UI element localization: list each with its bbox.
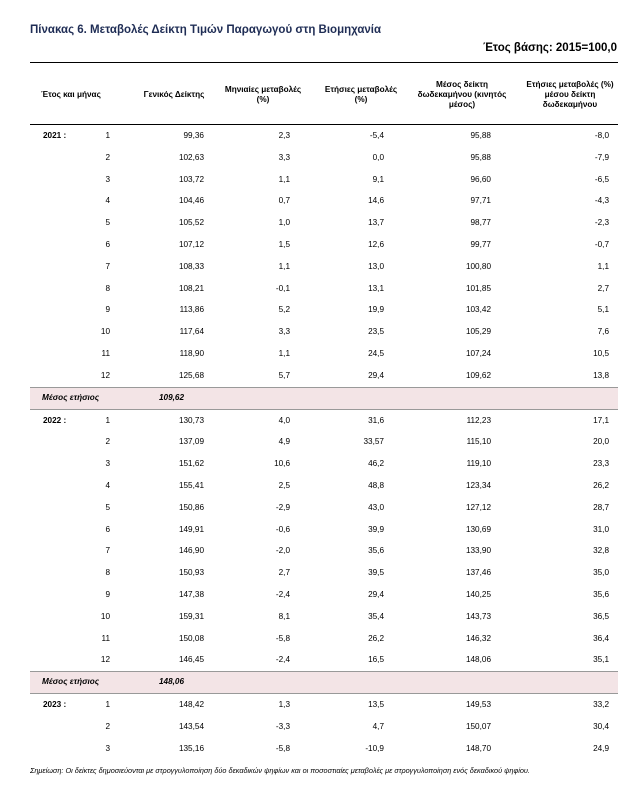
general-index-cell: 150,86 (178, 502, 204, 512)
moving-average-change-cell: 20,0 (593, 437, 609, 447)
annual-change-cell: 13,5 (368, 700, 384, 710)
moving-average-cell: 100,80 (465, 261, 491, 271)
general-index-cell: 117,64 (179, 327, 204, 337)
table-row (30, 321, 618, 343)
month-cell: 11 (101, 348, 110, 358)
month-cell: 2 (105, 437, 110, 447)
moving-average-cell: 119,10 (466, 459, 491, 469)
moving-average-cell: 101,85 (465, 283, 491, 293)
annual-change-cell: 13,1 (368, 283, 384, 293)
general-index-cell: 143,54 (178, 721, 204, 731)
month-cell: 4 (105, 196, 110, 206)
moving-average-cell: 127,12 (465, 502, 491, 512)
month-cell: 2 (105, 721, 110, 731)
moving-average-change-cell: 36,5 (593, 611, 609, 621)
monthly-change-cell: -2,0 (275, 546, 290, 556)
moving-average-cell: 115,10 (466, 437, 491, 447)
monthly-change-cell: 4,9 (278, 437, 290, 447)
annual-change-cell: 43,0 (368, 502, 384, 512)
moving-average-change-cell: 5,1 (597, 305, 609, 315)
general-index-cell: 99,36 (183, 131, 204, 140)
month-cell: 8 (105, 283, 110, 293)
moving-average-change-cell: 32,8 (593, 546, 609, 556)
month-cell: 6 (105, 524, 110, 534)
moving-average-cell: 109,62 (465, 370, 491, 380)
header-general-index: Γενικός Δείκτης (143, 89, 205, 99)
moving-average-change-cell: 28,7 (593, 502, 609, 512)
monthly-change-cell: -2,4 (275, 655, 290, 665)
annual-change-cell: 39,9 (368, 524, 384, 534)
month-cell: 10 (100, 327, 110, 337)
table-row (30, 497, 618, 519)
general-index-cell: 103,72 (178, 174, 204, 184)
annual-average-label: Μέσος ετήσιος (42, 677, 100, 687)
month-cell: 1 (105, 131, 110, 140)
moving-average-change-cell: 35,0 (593, 568, 609, 578)
monthly-change-cell: 3,3 (278, 152, 290, 162)
moving-average-cell: 105,29 (465, 327, 491, 337)
month-cell: 1 (105, 700, 110, 710)
annual-change-cell: 13,7 (368, 218, 384, 228)
moving-average-change-cell: 33,2 (593, 700, 609, 710)
monthly-change-cell: 0,7 (278, 196, 290, 206)
annual-average-value: 109,62 (159, 392, 185, 402)
moving-average-cell: 146,32 (465, 633, 491, 643)
header-monthly-change: Μηνιαίες μεταβολές (%) (224, 84, 302, 104)
month-cell: 11 (101, 633, 110, 643)
monthly-change-cell: 2,3 (278, 131, 290, 140)
moving-average-change-cell: 10,5 (593, 348, 609, 358)
month-cell: 3 (105, 743, 110, 753)
general-index-cell: 151,62 (178, 459, 204, 469)
general-index-cell: 150,93 (178, 568, 204, 578)
table-row (30, 147, 618, 169)
general-index-cell: 147,38 (178, 589, 204, 599)
annual-change-cell: 39,5 (368, 568, 384, 578)
moving-average-cell: 148,06 (465, 655, 491, 665)
monthly-change-cell: -5,8 (275, 743, 290, 753)
month-cell: 9 (105, 589, 110, 599)
annual-average-label: Μέσος ετήσιος (42, 392, 100, 402)
moving-average-cell: 137,46 (465, 568, 491, 578)
month-cell: 3 (105, 459, 110, 469)
moving-average-change-cell: 17,1 (593, 415, 609, 425)
annual-change-cell: 29,4 (368, 589, 384, 599)
annual-average-row (30, 387, 618, 410)
header-year-month: Έτος και μήνας (41, 89, 101, 99)
moving-average-change-cell: 1,1 (597, 261, 609, 271)
monthly-change-cell: 1,0 (278, 218, 290, 228)
monthly-change-cell: -2,4 (275, 589, 290, 599)
general-index-cell: 149,91 (178, 524, 204, 534)
general-index-cell: 146,45 (178, 655, 204, 665)
general-index-cell: 105,52 (178, 218, 204, 228)
annual-change-cell: -10,9 (365, 743, 384, 753)
moving-average-cell: 95,88 (470, 131, 491, 140)
annual-average-value: 148,06 (159, 677, 185, 687)
year-label: 2023 : (43, 700, 67, 710)
moving-average-cell: 96,60 (470, 174, 491, 184)
moving-average-cell: 140,25 (465, 589, 491, 599)
annual-change-cell: 4,7 (372, 721, 384, 731)
general-index-cell: 146,90 (178, 546, 204, 556)
month-cell: 12 (100, 655, 110, 665)
table-row (30, 190, 618, 212)
moving-average-cell: 133,90 (465, 546, 491, 556)
monthly-change-cell: 1,1 (278, 348, 290, 358)
moving-average-cell: 148,70 (465, 743, 491, 753)
table-row (30, 519, 618, 541)
monthly-change-cell: 10,6 (274, 459, 290, 469)
moving-average-change-cell: -8,0 (594, 131, 609, 140)
month-cell: 2 (105, 152, 110, 162)
moving-average-change-cell: 13,8 (593, 370, 609, 380)
base-year: Έτος βάσης: 2015=100,0 (483, 42, 617, 54)
annual-change-cell: 0,0 (372, 152, 384, 162)
annual-change-cell: 19,9 (368, 305, 384, 315)
table-body (30, 125, 618, 760)
monthly-change-cell: 8,1 (278, 611, 290, 621)
monthly-change-cell: -2,9 (275, 502, 290, 512)
annual-change-cell: 14,6 (368, 196, 384, 206)
moving-average-change-cell: -4,3 (594, 196, 609, 206)
moving-average-change-cell: 26,2 (593, 480, 609, 490)
moving-average-change-cell: 7,6 (597, 327, 609, 337)
moving-average-cell: 112,23 (466, 415, 491, 425)
annual-change-cell: -5,4 (369, 131, 384, 140)
monthly-change-cell: 1,3 (278, 700, 290, 710)
general-index-cell: 130,73 (178, 415, 204, 425)
table-row (30, 343, 618, 365)
header-moving-average-change: Ετήσιες μεταβολές (%) μέσου δείκτη δωδεκαμήνου (526, 79, 614, 110)
header-annual-change: Ετήσιες μεταβολές (%) (324, 84, 398, 104)
table-row (30, 125, 618, 147)
table-row (30, 584, 618, 606)
month-cell: 8 (105, 568, 110, 578)
moving-average-cell: 107,24 (465, 348, 491, 358)
general-index-cell: 159,31 (178, 611, 204, 621)
table-title: Πίνακας 6. Μεταβολές Δείκτη Τιμών Παραγωγού στη Βιομηχανία (30, 24, 382, 36)
annual-change-cell: 46,2 (368, 459, 384, 469)
monthly-change-cell: 5,7 (278, 370, 290, 380)
moving-average-change-cell: -7,9 (594, 152, 609, 162)
monthly-change-cell: -0,1 (275, 283, 290, 293)
monthly-change-cell: -0,6 (275, 524, 290, 534)
moving-average-change-cell: 30,4 (593, 721, 609, 731)
table-row (30, 649, 618, 671)
general-index-cell: 137,09 (178, 437, 204, 447)
annual-change-cell: 35,6 (368, 546, 384, 556)
general-index-cell: 125,68 (178, 370, 204, 380)
footnote: Σημείωση: Οι δείκτες δημοσιεύονται με στρογγυλοποίηση δύο δεκαδικών ψηφίων και οι ποσοστιαίες μεταβολές με στρογγυλοποίηση ενός δεκαδικού ψηφίου. (30, 766, 530, 775)
table-row (30, 475, 618, 497)
moving-average-cell: 98,77 (470, 218, 491, 228)
year-label: 2022 : (43, 415, 67, 425)
monthly-change-cell: 5,2 (278, 305, 290, 315)
monthly-change-cell: 2,7 (278, 568, 290, 578)
general-index-cell: 104,46 (178, 196, 204, 206)
table-row (30, 278, 618, 300)
moving-average-change-cell: 24,9 (593, 743, 609, 753)
moving-average-cell: 95,88 (470, 152, 491, 162)
table-row (30, 628, 618, 650)
monthly-change-cell: -3,3 (275, 721, 290, 731)
month-cell: 7 (105, 261, 110, 271)
month-cell: 10 (100, 611, 110, 621)
annual-change-cell: 9,1 (372, 174, 384, 184)
month-cell: 4 (105, 480, 110, 490)
monthly-change-cell: 4,0 (278, 415, 290, 425)
month-cell: 6 (105, 239, 110, 249)
moving-average-change-cell: -6,5 (594, 174, 609, 184)
annual-change-cell: 16,5 (368, 655, 384, 665)
moving-average-change-cell: -2,3 (594, 218, 609, 228)
table-row (30, 453, 618, 475)
moving-average-change-cell: 31,0 (593, 524, 609, 534)
table-row (30, 410, 618, 432)
header-top-rule (30, 62, 618, 63)
annual-change-cell: 31,6 (368, 415, 384, 425)
year-label: 2021 : (43, 131, 67, 140)
table-row (30, 365, 618, 387)
annual-change-cell: 29,4 (368, 370, 384, 380)
moving-average-cell: 150,07 (465, 721, 491, 731)
table-row (30, 562, 618, 584)
annual-change-cell: 35,4 (368, 611, 384, 621)
moving-average-cell: 149,53 (465, 700, 491, 710)
table-row (30, 738, 618, 760)
moving-average-cell: 103,42 (465, 305, 491, 315)
moving-average-cell: 99,77 (470, 239, 491, 249)
general-index-cell: 108,33 (178, 261, 204, 271)
moving-average-cell: 97,71 (470, 196, 491, 206)
monthly-change-cell: 2,5 (278, 480, 290, 490)
monthly-change-cell: 1,1 (278, 174, 290, 184)
annual-change-cell: 24,5 (368, 348, 384, 358)
table-row (30, 299, 618, 321)
month-cell: 5 (105, 502, 110, 512)
moving-average-cell: 123,34 (465, 480, 491, 490)
general-index-cell: 108,21 (178, 283, 204, 293)
general-index-cell: 135,16 (178, 743, 204, 753)
annual-change-cell: 12,6 (368, 239, 384, 249)
general-index-cell: 150,08 (178, 633, 204, 643)
moving-average-change-cell: 35,1 (593, 655, 609, 665)
table-row (30, 256, 618, 278)
annual-change-cell: 23,5 (368, 327, 384, 337)
table-row (30, 212, 618, 234)
table-row (30, 694, 618, 716)
general-index-cell: 102,63 (178, 152, 204, 162)
general-index-cell: 148,42 (178, 700, 204, 710)
moving-average-change-cell: 36,4 (593, 633, 609, 643)
moving-average-change-cell: 23,3 (593, 459, 609, 469)
table-row (30, 431, 618, 453)
table-row (30, 606, 618, 628)
month-cell: 7 (105, 546, 110, 556)
annual-average-row (30, 671, 618, 694)
month-cell: 5 (105, 218, 110, 228)
table-row (30, 716, 618, 738)
moving-average-change-cell: 2,7 (597, 283, 609, 293)
annual-change-cell: 33,57 (363, 437, 384, 447)
moving-average-cell: 143,73 (465, 611, 491, 621)
month-cell: 9 (105, 305, 110, 315)
table-row (30, 540, 618, 562)
general-index-cell: 155,41 (178, 480, 204, 490)
header-moving-average: Μέσος δείκτη δωδεκαμήνου (κινητός μέσος) (417, 79, 507, 110)
annual-change-cell: 13,0 (368, 261, 384, 271)
annual-change-cell: 26,2 (368, 633, 384, 643)
table-row (30, 169, 618, 191)
month-cell: 3 (105, 174, 110, 184)
month-cell: 1 (105, 415, 110, 425)
month-cell: 12 (100, 370, 110, 380)
monthly-change-cell: 1,5 (278, 239, 290, 249)
moving-average-cell: 130,69 (465, 524, 491, 534)
moving-average-change-cell: -0,7 (594, 239, 609, 249)
general-index-cell: 107,12 (178, 239, 204, 249)
table-row (30, 234, 618, 256)
monthly-change-cell: -5,8 (275, 633, 290, 643)
annual-change-cell: 48,8 (368, 480, 384, 490)
table-header (30, 66, 618, 124)
monthly-change-cell: 1,1 (278, 261, 290, 271)
general-index-cell: 113,86 (179, 305, 204, 315)
monthly-change-cell: 3,3 (278, 327, 290, 337)
general-index-cell: 118,90 (179, 348, 204, 358)
moving-average-change-cell: 35,6 (593, 589, 609, 599)
